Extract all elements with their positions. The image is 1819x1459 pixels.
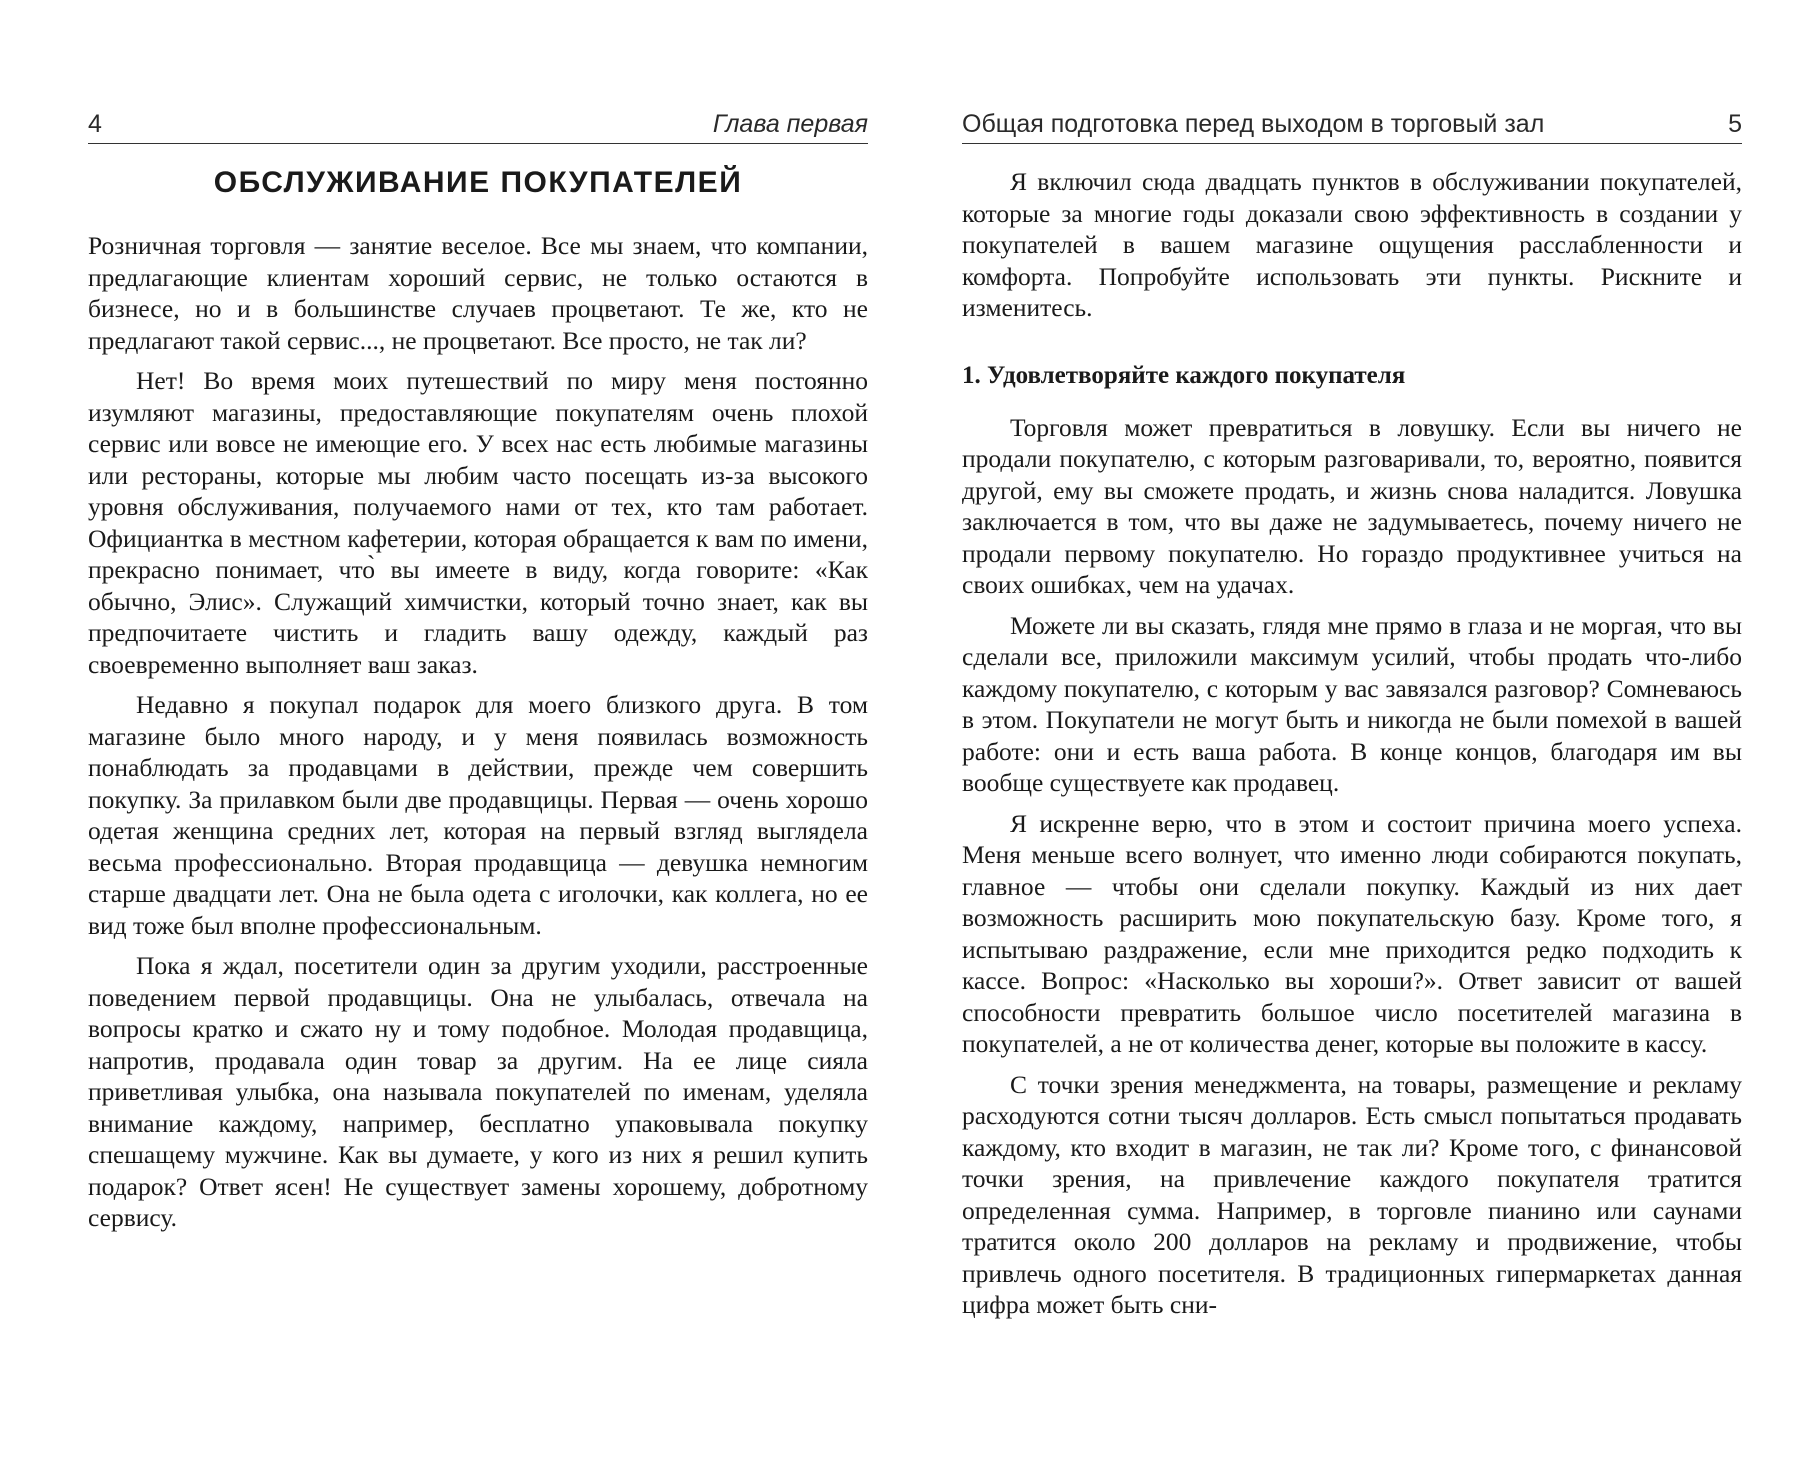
paragraph: Пока я ждал, посетители один за другим уходили, расстроенные поведением первой продавщицы. Она не улыбалась, отвечала на вопросы кратко и сжато ну и тому подобное. Молодая продавщица, напротив, продавала один товар за другим. На ее лице сияла приветливая улыбка, она называла покупателей по именам, уделяла внимание каждому, например, бесплатно упаковывала покупку спешащему мужчине. Как вы думаете, у кого из них я решил купить подарок? Ответ ясен! Не существует замены хорошему, добротному сервису. <box>88 951 868 1232</box>
right-body-text <box>962 166 1742 1321</box>
left-page-number: 4 <box>88 110 102 138</box>
paragraph: Торговля может превратиться в ловушку. Если вы ничего не продали покупателю, с которым разговаривали, то, вероятно, появится другой, ему вы сможете продать, и жизнь снова наладится. Ловушка заключается в том, что вы даже не задумываетесь, почему ничего не продали первому покупателю. Но гораздо продуктивнее учиться на своих ошибках, чем на удачах. <box>962 412 1742 599</box>
right-page-number: 5 <box>1728 110 1742 138</box>
right-page <box>962 105 1742 1425</box>
left-body-text <box>88 230 868 1234</box>
chapter-title: Глава первая <box>712 110 868 138</box>
intro-paragraph: Я включил сюда двадцать пунктов в обслуживании покупателей, которые за многие годы доказали свою эффективность в создании у покупателей в вашем магазине ощущения расслабленности и комфорта. Попробуйте использовать эти пункты. Рискните и изменитесь. <box>962 167 1742 322</box>
paragraph: Я искренне верю, что в этом и состоит причина моего успеха. Меня меньше всего волнует, что именно люди собираются покупать, главное — чтобы они сделали покупку. Каждый из них дает возможность расширить мою покупательскую базу. Кроме того, я испытываю раздражение, если мне приходится редко подходить к кассе. Вопрос: «Насколько вы хороши?». Ответ зависит от вашей способности превратить большое число посетителей магазина в покупателей, а не от количества денег, которые вы положите в кассу. <box>962 808 1742 1058</box>
paragraph: Розничная торговля — занятие веселое. Все мы знаем, что компании, предлагающие клиентам хороший сервис, не только остаются в бизнесе, но и в большинстве случаев процветают. Те же, кто не предлагают такой сервис..., не процветают. Все просто, не так ли? <box>88 231 868 355</box>
left-running-head <box>88 105 868 144</box>
running-head-title: Общая подготовка перед выходом в торговый зал <box>962 110 1545 138</box>
left-page <box>88 105 868 1425</box>
right-running-head <box>962 105 1742 144</box>
section-title: ОБСЛУЖИВАНИЕ ПОКУПАТЕЛЕЙ <box>213 166 743 199</box>
paragraph: Можете ли вы сказать, глядя мне прямо в глаза и не моргая, что вы сделали все, приложили максимум усилий, чтобы продать что-либо каждому покупателю, с которым у вас завязался разговор? Сомневаюсь в этом. Покупатели не могут быть и никогда не были помехой в вашей работе: они и есть ваша работа. В конце концов, благодаря им вы вообще существуете как продавец. <box>962 610 1742 797</box>
subheading: 1. Удовлетворяйте каждого покупателя <box>962 361 1406 389</box>
paragraph: Недавно я покупал подарок для моего близкого друга. В том магазине было много народу, и у меня появилась возможность понаблюдать за продавцами в действии, прежде чем совершить покупку. За прилавком были две продавщицы. Первая — очень хорошо одетая женщина средних лет, которая на первый взгляд выглядела весьма профессионально. Вторая продавщица — девушка немногим старше двадцати лет. Она не была одета с иголочки, как коллега, но ее вид тоже был вполне профессиональным. <box>88 690 868 940</box>
paragraph: С точки зрения менеджмента, на товары, размещение и рекламу расходуются сотни тысяч долларов. Есть смысл попытаться продавать каждому, кто входит в магазин, не так ли? Кроме того, с финансовой точки зрения, на привлечение каждого покупателя тратится определенная сумма. Например, в торговле пианино или саунами тратится около 200 долларов на рекламу и продвижение, чтобы привлечь одного посетителя. В традиционных гипермаркетах данная цифра может быть сни- <box>962 1069 1742 1319</box>
paragraph: Нет! Во время моих путешествий по миру меня постоянно изумляют магазины, предоставляющие покупателям очень плохой сервис или вовсе не имеющие его. У всех нас есть любимые магазины или рестораны, которые мы любим часто посещать из-за высокого уровня обслуживания, получаемого нами от тех, кто там работает. Официантка в местном кафетерии, которая обращается к вам по имени, прекрасно понимает, что̀ вы имеете в виду, когда говорите: «Как обычно, Элис». Служащий химчистки, который точно знает, как вы предпочитаете чистить и гладить вашу одежду, каждый раз своевременно выполняет ваш заказ. <box>88 366 868 679</box>
